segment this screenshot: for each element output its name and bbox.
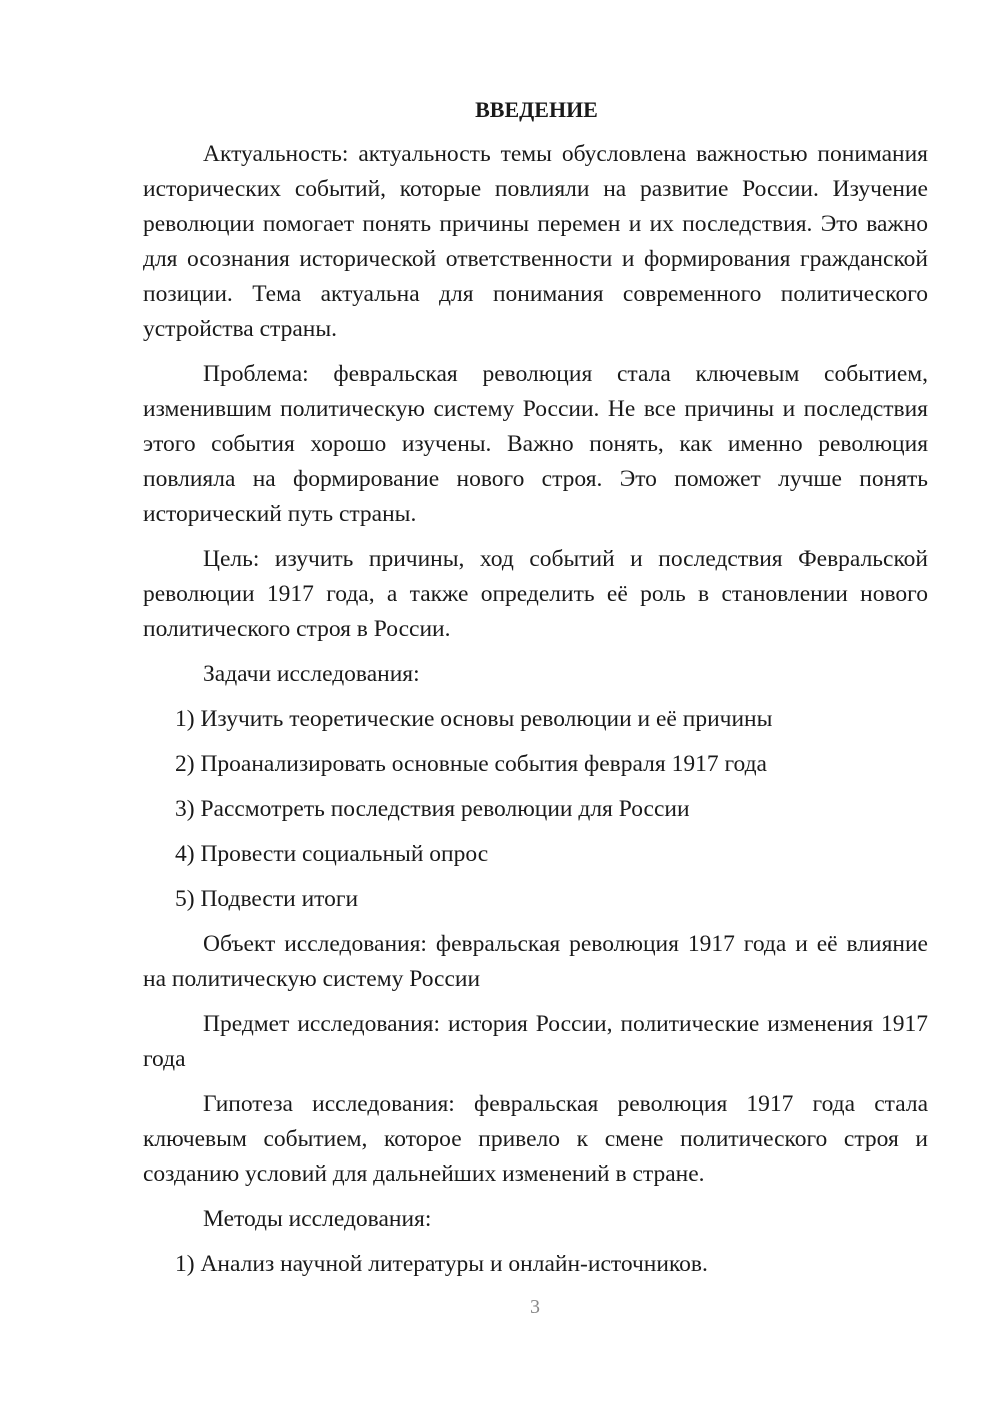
page-number: 3 [530,1296,540,1318]
paragraph-relevance: Актуальность: актуальность темы обусловлена важностью понимания исторических событий, которые повлияли на развитие России. Изучение революции помогает понять причины перемен и их последствия. Это важно для осознания исторической ответственности и формирования гражданской позиции. Тема актуальна для понимания современного политического устройства страны. [143,141,928,342]
list-item: 5) Подвести итоги [175,886,359,912]
list-item: 4) Провести социальный опрос [175,841,489,867]
list-item: 1) Изучить теоретические основы революции и её причины [175,706,773,732]
paragraph-goal: Цель: изучить причины, ход событий и последствия Февральской революции 1917 года, а также определить её роль в становлении нового политического строя в России. [143,546,928,642]
paragraph-methods-title: Методы исследования: [203,1206,432,1232]
list-item: 2) Проанализировать основные события февраля 1917 года [175,751,767,777]
section-heading: ВВЕДЕНИЕ [475,97,598,122]
paragraph-problem: Проблема: февральская революция стала ключевым событием, изменившим политическую систему России. Не все причины и последствия этого события хорошо изучены. Важно понять, как именно революция повлияла на формирование нового строя. Это поможет лучше понять исторический путь страны. [143,361,928,527]
tasks-list [143,702,928,917]
list-item: 1) Анализ научной литературы и онлайн-источников. [175,1251,708,1277]
document-body [143,95,928,1292]
paragraph-hypothesis: Гипотеза исследования: февральская революция 1917 года стала ключевым событием, которое привело к смене политического строя и созданию условий для дальнейших изменений в стране. [143,1091,928,1187]
methods-list [143,1247,928,1282]
paragraph-subject: Предмет исследования: история России, политические изменения 1917 года [143,1011,928,1072]
paragraph-object: Объект исследования: февральская революция 1917 года и её влияние на политическую систему России [143,931,928,992]
paragraph-tasks-title: Задачи исследования: [203,661,420,687]
list-item: 3) Рассмотреть последствия революции для России [175,796,690,822]
